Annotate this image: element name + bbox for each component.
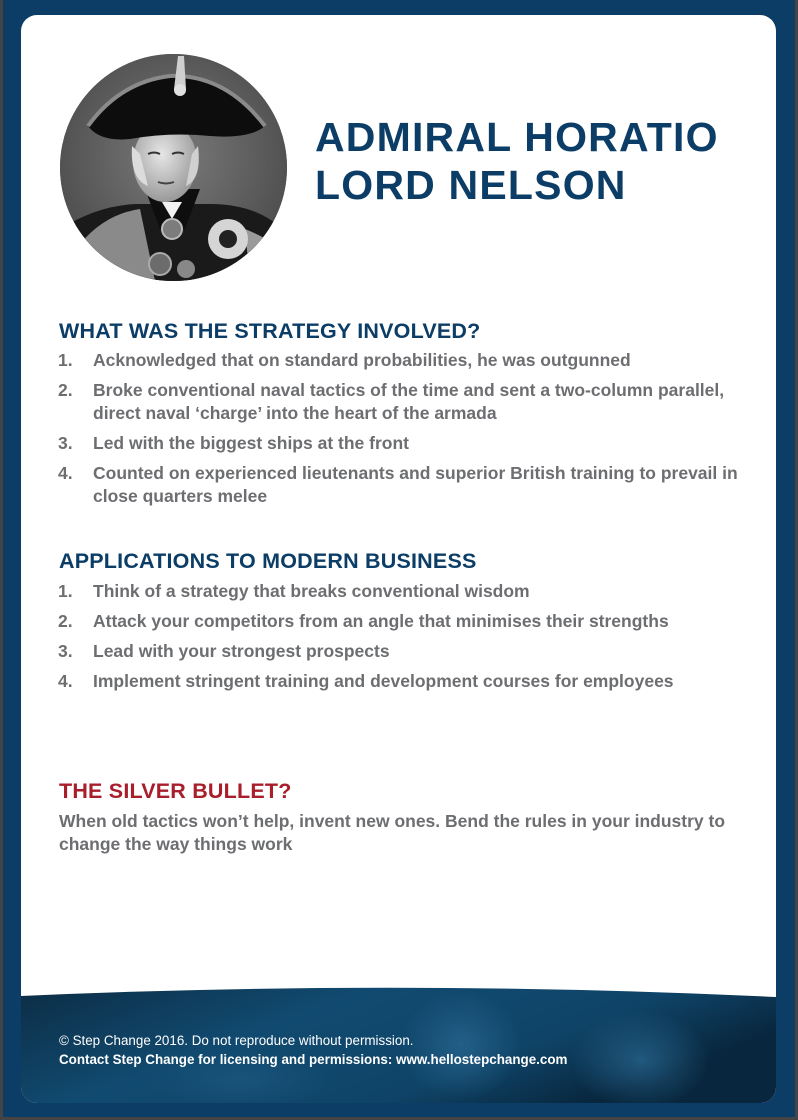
list-item — [58, 610, 748, 633]
list-text: Implement stringent training and development courses for employees — [93, 671, 674, 691]
list-item — [58, 640, 748, 663]
footer-band — [21, 985, 776, 1103]
list-item — [58, 580, 748, 603]
title-line-2: LORD NELSON — [315, 162, 627, 208]
list-text: Attack your competitors from an angle that minimises their strengths — [93, 611, 669, 631]
list-text: Acknowledged that on standard probabilities, he was outgunned — [93, 350, 631, 370]
list-item — [58, 462, 748, 508]
list-item — [58, 349, 748, 372]
list-number: 2. — [58, 380, 73, 400]
strategy-heading: WHAT WAS THE STRATEGY INVOLVED? — [59, 319, 481, 343]
list-text: Broke conventional naval tactics of the time and sent a two-column parallel, direct naval ‘charge’ into the heart of the armada — [93, 380, 725, 423]
list-text: Lead with your strongest prospects — [93, 641, 390, 661]
list-item — [58, 379, 748, 425]
copyright-notice: © Step Change 2016. Do not reproduce without permission. — [59, 1033, 414, 1048]
list-number: 1. — [58, 581, 73, 601]
list-number: 3. — [58, 641, 73, 661]
list-text: Think of a strategy that breaks conventional wisdom — [93, 581, 530, 601]
list-text: Led with the biggest ships at the front — [93, 433, 409, 453]
page-title — [315, 113, 719, 209]
footer-text — [59, 1031, 567, 1069]
applications-list — [58, 580, 748, 700]
title-line-1: ADMIRAL HORATIO — [315, 114, 719, 160]
silver-bullet-heading: THE SILVER BULLET? — [59, 779, 292, 803]
portrait-image — [60, 54, 287, 281]
silver-bullet-text: When old tactics won’t help, invent new ones. Bend the rules in your industry to change the way things work — [59, 811, 726, 854]
list-item — [58, 670, 748, 693]
list-number: 4. — [58, 671, 73, 691]
list-number: 4. — [58, 463, 73, 483]
list-number: 1. — [58, 350, 73, 370]
applications-heading: APPLICATIONS TO MODERN BUSINESS — [59, 549, 477, 573]
list-item — [58, 432, 748, 455]
contact-notice: Contact Step Change for licensing and permissions: www.hellostepchange.com — [59, 1052, 568, 1067]
list-number: 3. — [58, 433, 73, 453]
list-number: 2. — [58, 611, 73, 631]
strategy-list — [58, 349, 748, 515]
list-text: Counted on experienced lieutenants and superior British training to prevail in close quarters melee — [93, 463, 738, 506]
content-card — [21, 15, 776, 1103]
